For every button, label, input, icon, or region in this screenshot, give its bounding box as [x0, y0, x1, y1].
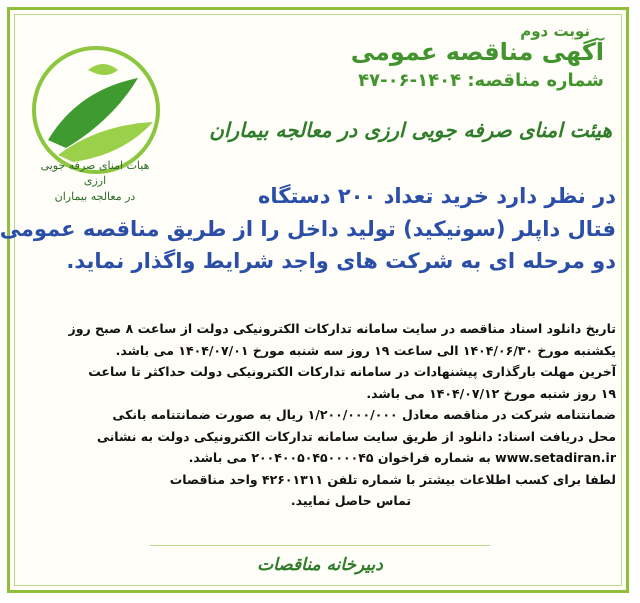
tender-number: شماره مناقصه: ۱۴۰۴-۰۶-۴۷: [358, 70, 604, 91]
body-line3: آخرین مهلت بارگذاری پیشنهادات در سامانه تدارکات الکترونیکی دولت حداکثر تا ساعت: [88, 364, 616, 379]
headline: [0, 180, 616, 278]
body-line6: محل دریافت اسناد: دانلود از طریق سایت سامانه تدارکات الکترونیکی دولت به نشانی: [96, 428, 616, 444]
notice-title: آگهی مناقصه عمومی: [350, 38, 604, 66]
logo-caption-line1: هیات امنای صرفه جویی ارزی: [40, 159, 150, 188]
notice-body: [26, 318, 616, 512]
body-line5: ضمانتنامه شرکت در مناقصه معادل ۱/۲۰۰/۰۰۰/۰۰۰ ریال به صورت ضمانتنامه بانکی: [112, 407, 616, 422]
headline-line2: فتال داپلر (سونیکید) تولید داخل را از طریق مناقصه عمومی: [0, 216, 616, 241]
round-label: نوبت دوم: [520, 22, 590, 40]
footer-secretariat: دبیرخانه مناقصات: [257, 555, 383, 575]
body-line8: لطفا برای کسب اطلاعات بیشتر با شماره تلفن ۴۲۶۰۱۳۱۱ واحد مناقصات: [169, 471, 616, 487]
body-line4: ۱۹ روز شنبه مورخ ۱۴۰۴/۰۷/۱۲ می باشد.: [366, 385, 616, 401]
logo-caption-line2: در معالجه بیماران: [54, 189, 136, 203]
organization-name: هیئت امنای صرفه جویی ارزی در معالجه بیماران: [209, 118, 612, 142]
notice-header: [184, 22, 604, 91]
body-line2: یکشنبه مورخ ۱۴۰۴/۰۶/۳۰ الی ساعت ۱۹ روز سه شنبه مورخ ۱۴۰۴/۰۷/۰۱ می باشد.: [115, 342, 616, 358]
headline-line3: دو مرحله ای به شرکت های واجد شرایط واگذار نماید.: [66, 249, 616, 274]
headline-line1: در نظر دارد خرید تعداد ۲۰۰ دستگاه: [258, 184, 616, 208]
body-line9: تماس حاصل نمایید.: [290, 493, 412, 508]
body-line1: تاریخ دانلود اسناد مناقصه در سایت سامانه تدارکات الکترونیکی دولت از ساعت ۸ صبح روز: [68, 321, 616, 336]
footer-divider: [150, 545, 490, 546]
body-line7: www.setadiran.ir به شماره فراخوان ۲۰۰۴۰۰۵۰۴۵۰۰۰۰۴۵ می باشد.: [188, 450, 616, 465]
